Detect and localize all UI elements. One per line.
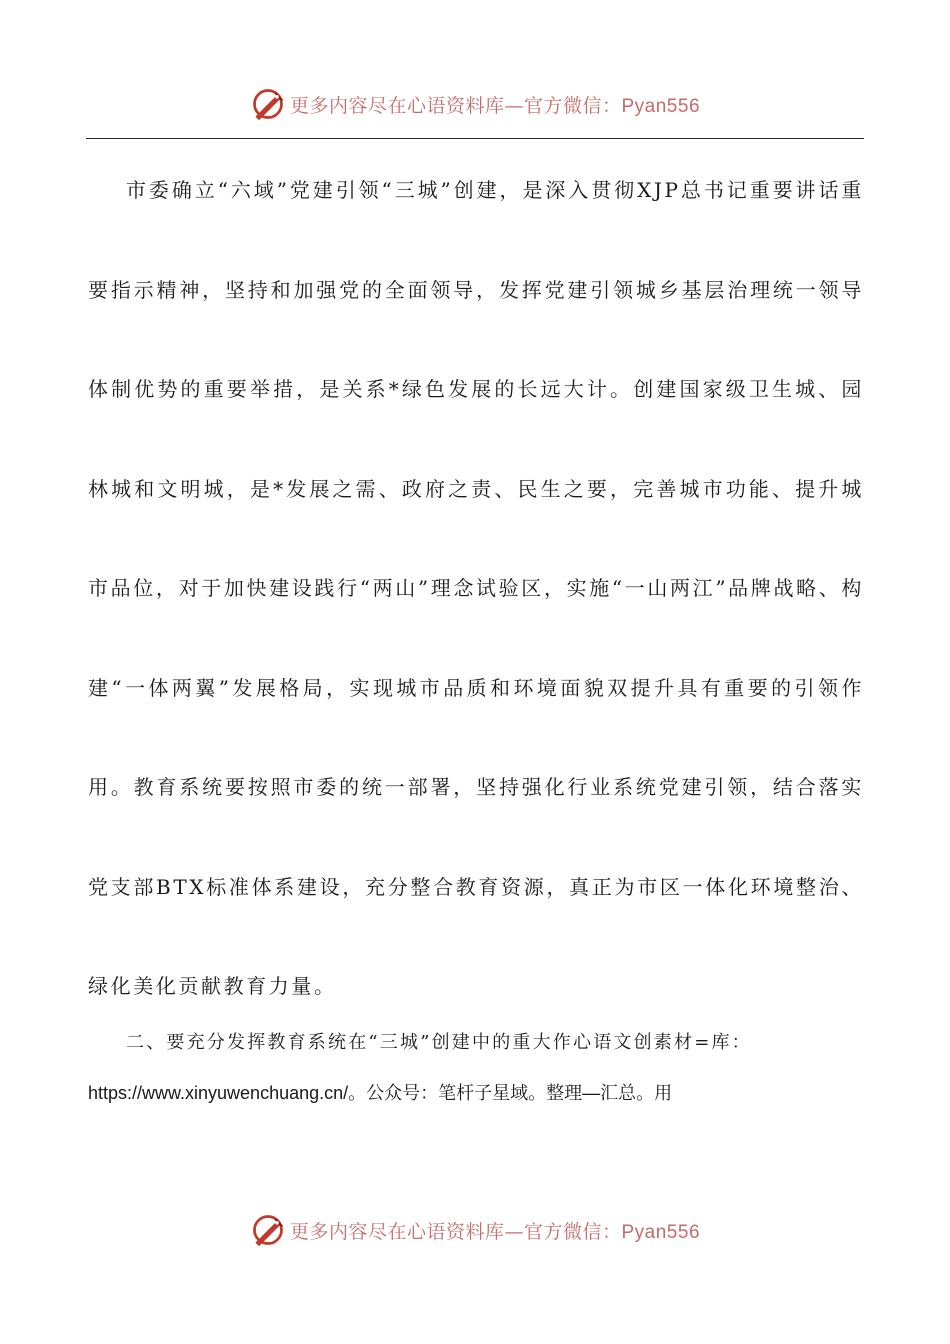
banner-wechat-id: Pyan556 <box>621 95 701 117</box>
body-paragraph: 市委确立“六域”党建引领“三城”创建，是深入贯彻XJP总书记重要讲话重要指示精神，坚持和加强党的全面领导，发挥党建引领城乡基层治理统一领导体制优势的重要举措，是关系*绿色发展的长远大计。创建国家级卫生城、园林城和文明城，是*发展之需、政府之责、民生之要，完善城市功能、提升城市品位，对于加快建设践行“两山”理念试验区，实施“一山两江”品牌战略、构建“一体两翼”发展格局，实现城市品质和环境面貌双提升具有重要的引领作用。教育系统要按照市委的统一部署，坚持强化行业系统党建引领，结合落实党支部BTX标准体系建设，充分整合教育资源，真正为市区一体化环境整治、绿化美化贡献教育力量。 <box>88 178 864 998</box>
pen-nib-logo-icon <box>250 86 286 122</box>
section-heading: 二、要充分发挥教育系统在“三城”创建中的重大作心语文创素材=库： <box>126 1032 752 1053</box>
pen-nib-logo-icon <box>250 1212 286 1248</box>
header-banner <box>0 84 950 124</box>
banner-prefix: 更多内容尽在心语资料库—官方微信： <box>289 1220 622 1243</box>
section-paragraph <box>88 1018 864 1119</box>
banner-wechat-id: Pyan556 <box>621 1221 701 1243</box>
banner-prefix: 更多内容尽在心语资料库—官方微信： <box>289 94 622 117</box>
banner-text <box>290 1217 700 1244</box>
section-url-text: https://www.xinyuwenchuang.cn/。公众号：笔杆子星域。整理—汇总。用 <box>88 1083 673 1103</box>
header-divider <box>86 138 864 139</box>
banner-text <box>290 91 700 118</box>
footer-banner <box>0 1210 950 1250</box>
